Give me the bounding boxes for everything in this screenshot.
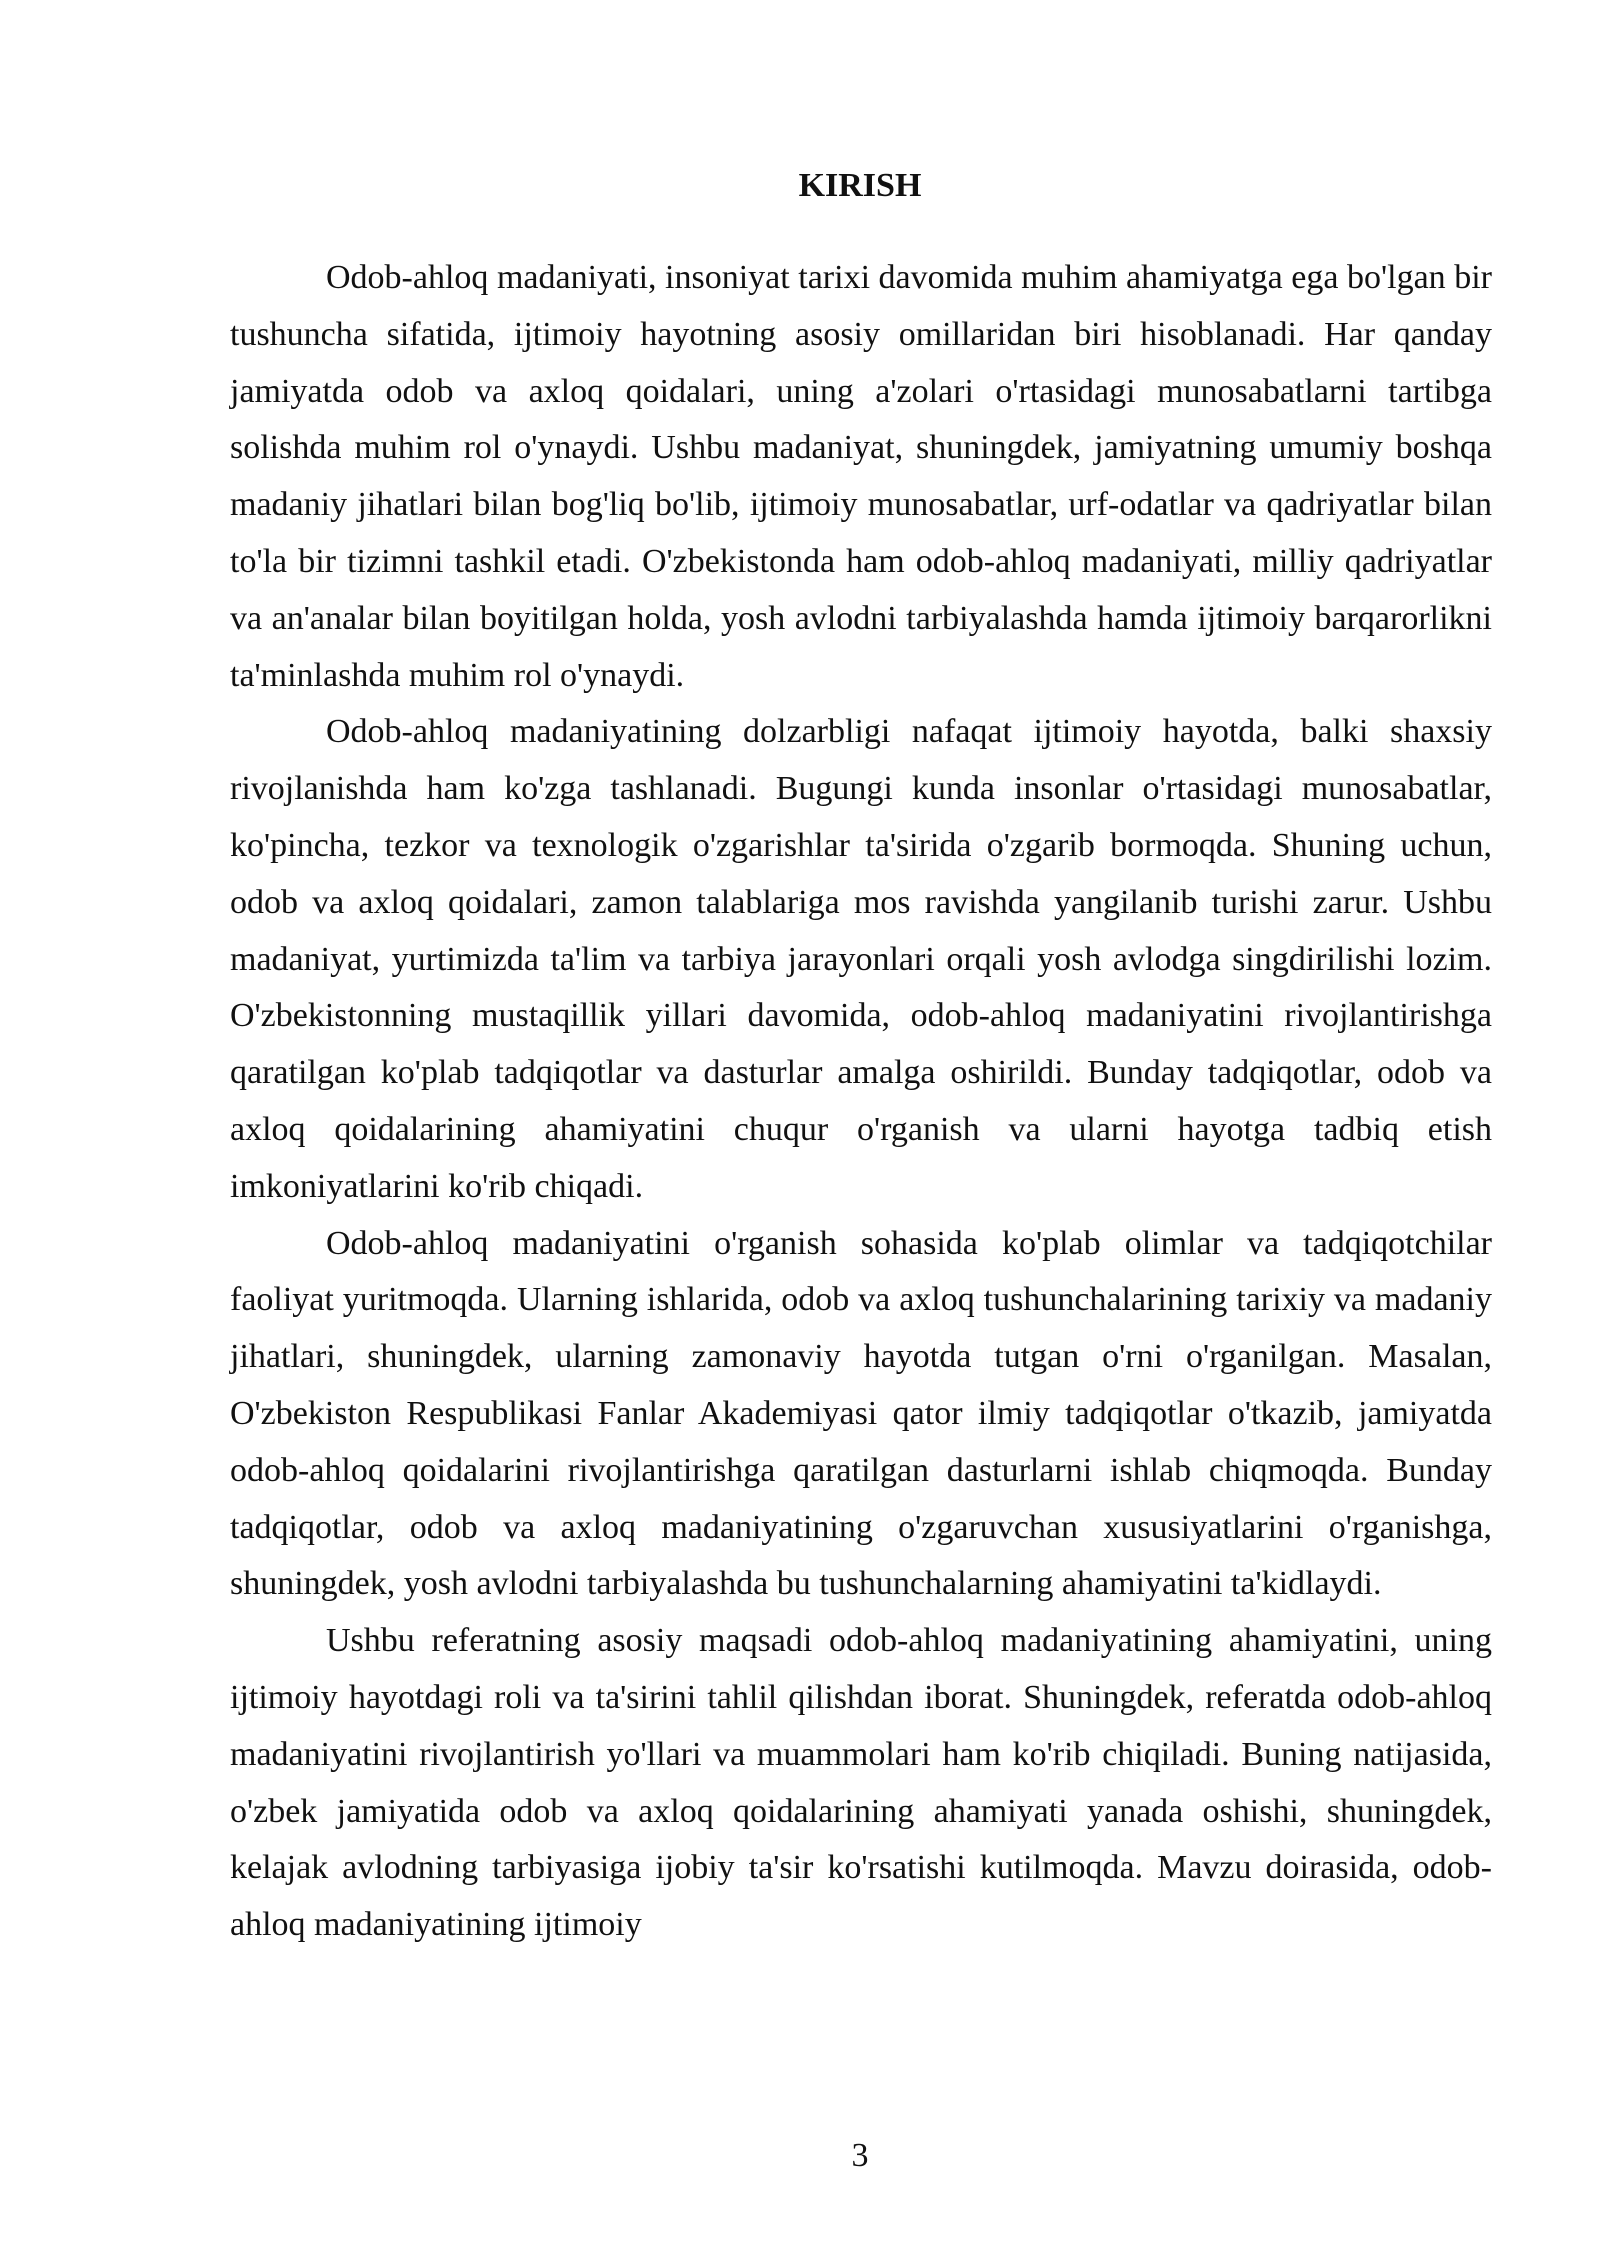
paragraph-1: Odob-ahloq madaniyati, insoniyat tarixi davomida muhim ahamiyatga ega bo'lgan bir tushuncha sifatida, ijtimoiy hayotning asosiy omillaridan biri hisoblanadi. Har qanday jamiyatda odob va axloq qoidalari, uning a'zolari o'rtasidagi munosabatlarni tartibga solishda muhim rol o'ynaydi. Ushbu madaniyat, shuningdek, jamiyatning umumiy boshqa madaniy jihatlari bilan bog'liq bo'lib, ijtimoiy munosabatlar, urf-odatlar va qadriyatlar bilan to'la bir tizimni tashkil etadi. O'zbekistonda ham odob-ahloq madaniyati, milliy qadriyatlar va an'analar bilan boyitilgan holda, yosh avlodni tarbiyalashda hamda ijtimoiy barqarorlikni ta'minlashda muhim rol o'ynaydi.	[230, 259, 1492, 694]
paragraph-3: Odob-ahloq madaniyatini o'rganish sohasida ko'plab olimlar va tadqiqotchilar faoliyat yuritmoqda. Ularning ishlarida, odob va axloq tushunchalarining tarixiy va madaniy jihatlari, shuningdek, ularning zamonaviy hayotda tutgan o'rni o'rganilgan. Masalan, O'zbekiston Respublikasi Fanlar Akademiyasi qator ilmiy tadqiqotlar o'tkazib, jamiyatda odob-ahloq qoidalarini rivojlantirishga qaratilgan dasturlarni ishlab chiqmoqda. Bunday tadqiqotlar, odob va axloq madaniyatining o'zgaruvchan xususiyatlarini o'rganishga, shuningdek, yosh avlodni tarbiyalashda bu tushunchalarning ahamiyatini ta'kidlaydi.	[230, 1224, 1492, 1603]
paragraph-4: Ushbu referatning asosiy maqsadi odob-ahloq madaniyatining ahamiyatini, uning ijtimoiy hayotdagi roli va ta'sirini tahlil qilishdan iborat. Shuningdek, referatda odob-ahloq madaniyatini rivojlantirish yo'llari va muammolari ham ko'rib chiqiladi. Buning natijasida, o'zbek jamiyatida odob va axloq qoidalarining ahamiyati yanada oshishi, shuningdek, kelajak avlodning tarbiyasiga ijobiy ta'sir ko'rsatishi kutilmoqda. Mavzu doirasida, odob-ahloq madaniyatining ijtimoiy	[230, 1622, 1492, 1944]
section-heading: KIRISH	[798, 167, 922, 204]
body-text	[230, 250, 1492, 1954]
paragraph-2: Odob-ahloq madaniyatining dolzarbligi nafaqat ijtimoiy hayotda, balki shaxsiy rivojlanishda ham ko'zga tashlanadi. Bugungi kunda insonlar o'rtasidagi munosabatlar, ko'pincha, tezkor va texnologik o'zgarishlar ta'sirida o'zgarib bormoqda. Shuning uchun, odob va axloq qoidalari, zamon talablariga mos ravishda yangilanib turishi zarur. Ushbu madaniyat, yurtimizda ta'lim va tarbiya jarayonlari orqali yosh avlodga singdirilishi lozim. O'zbekistonning mustaqillik yillari davomida, odob-ahloq madaniyatini rivojlantirishga qaratilgan ko'plab tadqiqotlar va dasturlar amalga oshirildi. Bunday tadqiqotlar, odob va axloq qoidalarining ahamiyatini chuqur o'rganish va ularni hayotga tadbiq etish imkoniyatlarini ko'rib chiqadi.	[230, 713, 1492, 1205]
page-number: 3	[851, 2137, 869, 2174]
